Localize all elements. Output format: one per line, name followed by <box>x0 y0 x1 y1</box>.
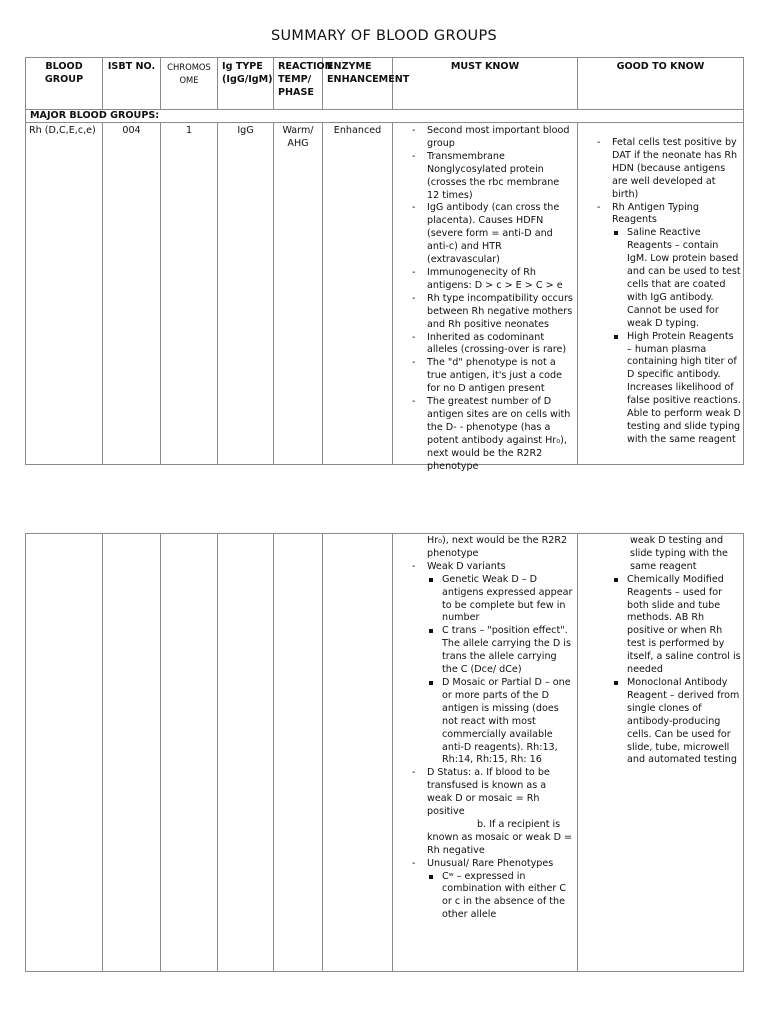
header-ig-type: Ig TYPE (IgG/IgM) <box>218 58 274 110</box>
must-know-item: - The "d" phenotype is not a true antigen, it's just a code for no D antigen present <box>393 357 573 396</box>
must-know-item: - The greatest number of D antigen sites are on cells with the D- - phenotype (has a potent antibody against Hr₀), next would be the R2R2 phenotype <box>393 396 573 473</box>
cell-enzyme-cont <box>323 534 393 972</box>
must-know-continuation: Hr₀), next would be the R2R2 phenotype <box>427 535 568 559</box>
header-blood-group: BLOOD GROUP <box>26 58 103 110</box>
weak-d-variants-label: - Weak D variants <box>393 561 577 574</box>
d-status-item: - D Status: a. If blood to be transfused is known as a weak D or mosaic = Rh positive <box>393 767 573 819</box>
header-isbt-no: ISBT NO. <box>103 58 161 110</box>
blood-groups-table-page2 <box>25 533 744 972</box>
reagent-item: High Protein Reagents – human plasma containing high titer of D specific antibody. Increases likelihood of false positive reactions. Able to perform weak D testing and slide typing with the same reagent <box>578 331 741 447</box>
rare-phenotypes-label: - Unusual/ Rare Phenotypes <box>393 858 577 871</box>
header-chromosome: CHROMOS OME <box>161 58 218 110</box>
page-title: SUMMARY OF BLOOD GROUPS <box>270 28 498 44</box>
cell-reaction-cont <box>274 534 323 972</box>
must-know-item: - Rh type incompatibility occurs between Rh negative mothers and Rh positive neonates <box>393 293 573 332</box>
reagent-item: Monoclonal Antibody Reagent – derived from single clones of antibody-producing cells. Can be used for slide, tube, microwell and automated testing <box>578 677 741 767</box>
rare-phenotype-item: Cʷ – expressed in combination with either C or c in the absence of the other allele <box>393 871 573 923</box>
rh-typing-reagents-label: Rh Antigen Typing Reagents <box>612 201 699 226</box>
header-enzyme-enhancement: ENZYME ENHANCEMENT <box>323 58 393 110</box>
must-know-item: - Immunogenecity of Rh antigens: D > c > E > C > e <box>393 267 573 293</box>
reagent-item: Saline Reactive Reagents – contain IgM. Low protein based and can be used to test cells that are coated with IgG antibody. Cannot be used for weak D typing. <box>578 227 741 330</box>
cell-isbt-no: 004 <box>103 123 161 465</box>
weak-d-item: Genetic Weak D – D antigens expressed appear to be complete but few in number <box>393 574 573 626</box>
d-status-b <box>393 819 577 858</box>
must-know-item: - Inherited as codominant alleles (crossing-over is rare) <box>393 332 573 358</box>
cell-chromosome-cont <box>161 534 218 972</box>
header-good-to-know: GOOD TO KNOW <box>578 58 744 110</box>
cell-chromosome: 1 <box>161 123 218 465</box>
blood-groups-table-page1 <box>25 57 744 472</box>
must-know-item: - Second most important blood group <box>393 125 573 151</box>
reagent-item: Chemically Modified Reagents – used for both slide and tube methods. AB Rh positive or when Rh test is performed by itself, a saline control is needed <box>578 574 741 677</box>
cell-enzyme: Enhanced <box>323 123 393 465</box>
cell-reaction-temp: Warm/ AHG <box>274 123 323 465</box>
cell-must-know-cont <box>393 534 578 972</box>
weak-d-item: C trans – "position effect". The allele carrying the D is trans the allele carrying the C (Dce/ dCe) <box>393 625 573 677</box>
cell-blood-group-cont <box>26 534 103 972</box>
cell-ig-type: IgG <box>218 123 274 465</box>
cell-good-to-know <box>578 123 744 465</box>
section-major-blood-groups: MAJOR BLOOD GROUPS: <box>26 110 744 123</box>
good-to-know-continuation: weak D testing and slide typing with the same reagent <box>630 535 728 572</box>
header-must-know: MUST KNOW <box>393 58 578 110</box>
d-status-b-text: b. If a recipient is known as mosaic or weak D = Rh negative <box>427 818 573 856</box>
cell-ig-type-cont <box>218 534 274 972</box>
cell-good-to-know-cont <box>578 534 744 972</box>
good-to-know-item: - Fetal cells test positive by DAT if the neonate has Rh HDN (because antigens are well developed at birth) <box>578 137 741 202</box>
cell-isbt-cont <box>103 534 161 972</box>
weak-d-item: D Mosaic or Partial D – one or more parts of the D antigen is missing (does not react with most commercially available anti-D reagents). Rh:13, Rh:14, Rh:15, Rh: 16 <box>393 677 573 767</box>
cell-blood-group: Rh (D,C,E,c,e) <box>26 123 103 465</box>
good-to-know-item <box>578 202 741 228</box>
must-know-item: - IgG antibody (can cross the placenta). Causes HDFN (severe form = anti-D and anti-c) and HTR (extravascular) <box>393 202 573 267</box>
header-reaction-temp: REACTION TEMP/ PHASE <box>274 58 323 110</box>
cell-must-know <box>393 123 578 472</box>
must-know-item: - Transmembrane Nonglycosylated protein (crosses the rbc membrane 12 times) <box>393 151 573 203</box>
